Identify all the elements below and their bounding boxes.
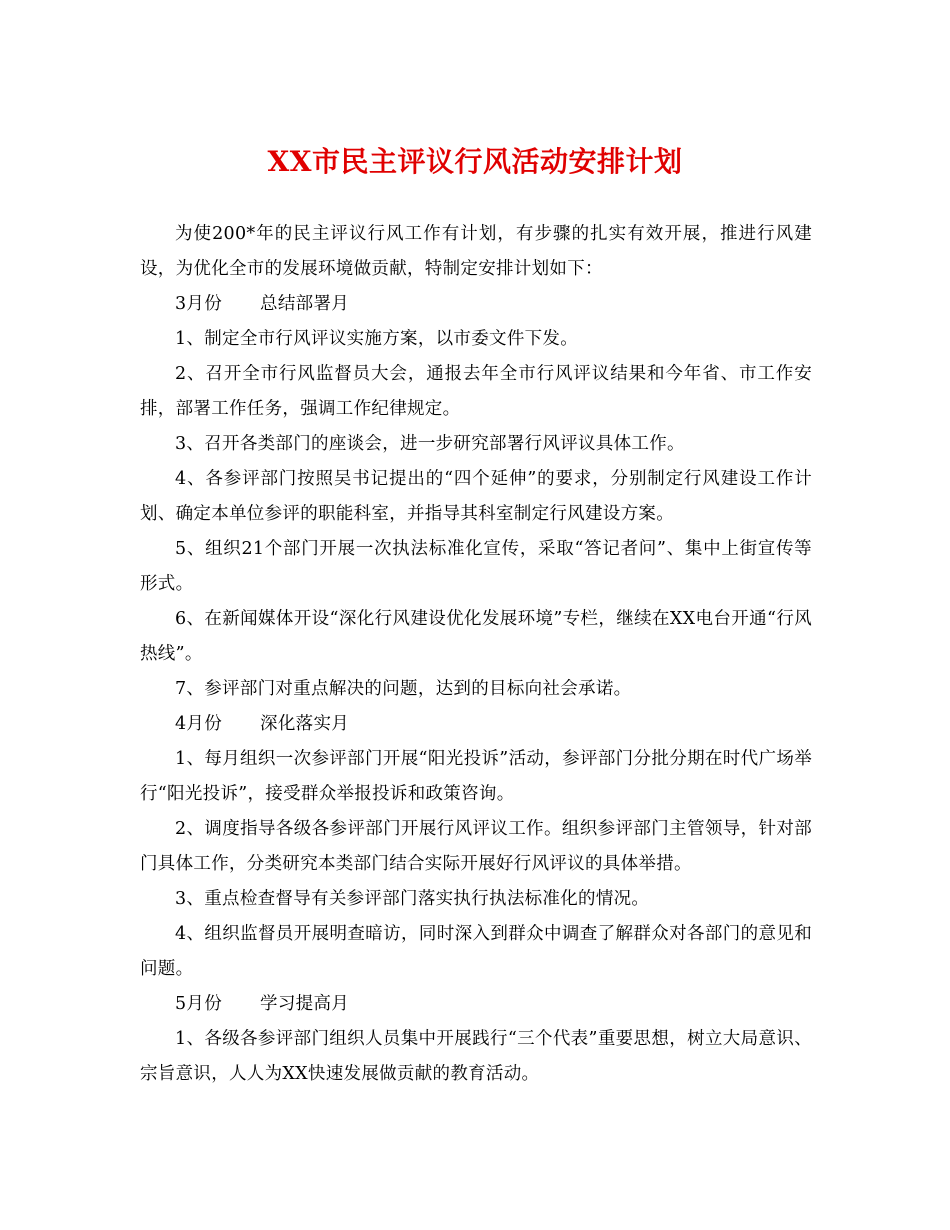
list-item: 5、组织21个部门开展一次执法标准化宣传，采取“答记者问”、集中上街宣传等形式。 (140, 539, 812, 594)
section-theme: 总结部署月 (260, 294, 350, 314)
list-item: 2、调度指导各级各参评部门开展行风评议工作。组织参评部门主管领导，针对部门具体工作，分类研究本类部门结合实际开展好行风评议的具体举措。 (140, 819, 812, 874)
section-month: 5月份 (175, 994, 223, 1014)
list-item: 1、每月组织一次参评部门开展“阳光投诉”活动，参评部门分批分期在时代广场举行“阳光投诉”，接受群众举报投诉和政策咨询。 (140, 749, 812, 804)
list-item: 1、各级各参评部门组织人员集中开展践行“三个代表”重要思想，树立大局意识、宗旨意识，人人为XX快速发展做贡献的教育活动。 (140, 1029, 812, 1084)
intro-paragraph: 为使200*年的民主评议行风工作有计划，有步骤的扎实有效开展，推进行风建设，为优化全市的发展环境做贡献，特制定安排计划如下： (140, 224, 812, 279)
list-item: 3、重点检查督导有关参评部门落实执行执法标准化的情况。 (175, 889, 650, 909)
section-theme: 学习提高月 (260, 994, 350, 1014)
list-item: 4、组织监督员开展明查暗访，同时深入到群众中调查了解群众对各部门的意见和问题。 (140, 924, 812, 979)
list-item: 4、各参评部门按照吴书记提出的“四个延伸”的要求，分别制定行风建设工作计划、确定本单位参评的职能科室，并指导其科室制定行风建设方案。 (140, 469, 812, 524)
section-heading-april (140, 707, 812, 742)
section-heading-may (140, 987, 812, 1022)
list-item: 6、在新闻媒体开设“深化行风建设优化发展环境”专栏，继续在XX电台开通“行风热线”。 (140, 609, 812, 664)
list-item: 1、制定全市行风评议实施方案，以市委文件下发。 (175, 329, 579, 349)
section-month: 3月份 (175, 294, 223, 314)
section-theme: 深化落实月 (260, 714, 350, 734)
document-body (140, 217, 812, 1092)
section-month: 4月份 (175, 714, 223, 734)
section-heading-march (140, 287, 812, 322)
list-item: 2、召开全市行风监督员大会，通报去年全市行风评议结果和今年省、市工作安排，部署工作任务，强调工作纪律规定。 (140, 364, 812, 419)
list-item: 3、召开各类部门的座谈会，进一步研究部署行风评议具体工作。 (175, 434, 685, 454)
page-title: XX市民主评议行风活动安排计划 (267, 145, 683, 178)
list-item: 7、参评部门对重点解决的问题，达到的目标向社会承诺。 (175, 679, 632, 699)
